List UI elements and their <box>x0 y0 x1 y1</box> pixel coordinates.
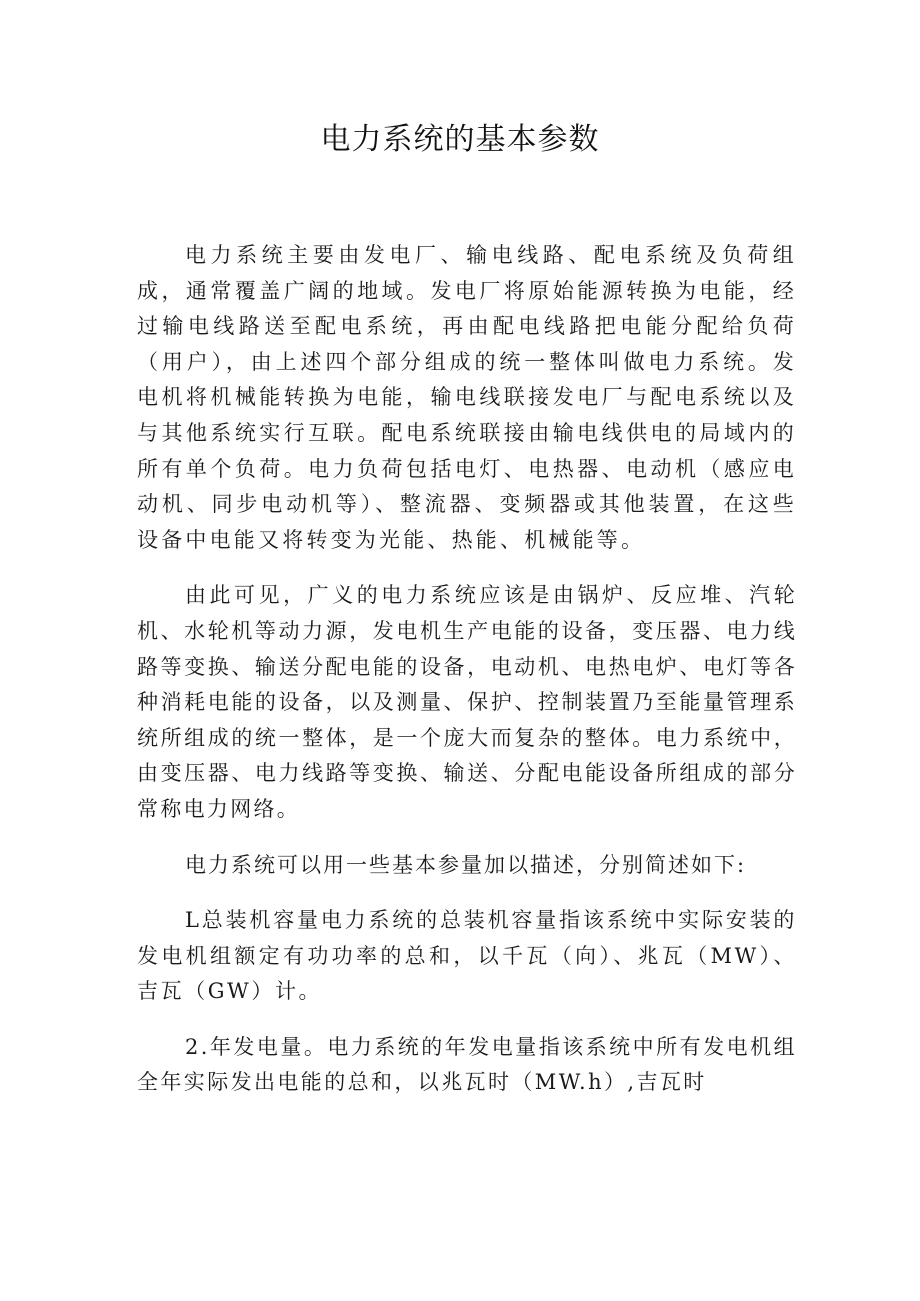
paragraph-total-installed-capacity: L总装机容量电力系统的总装机容量指该系统中实际安装的发电机组额定有功功率的总和，以千瓦（向）、兆瓦（MW）、吉瓦（GW）计。 <box>137 908 797 1004</box>
paragraph-annual-generation: 2.年发电量。电力系统的年发电量指该系统中所有发电机组全年实际发出电能的总和，以兆瓦时（MW.h）,吉瓦时 <box>137 1034 797 1095</box>
paragraph-power-system-composition: 电力系统主要由发电厂、输电线路、配电系统及负荷组成，通常覆盖广阔的地域。发电厂将原始能源转换为电能，经过输电线路送至配电系统，再由配电线路把电能分配给负荷（用户），由上述四个部分组成的统一整体叫做电力系统。发电机将机械能转换为电能，输电线联接发电厂与配电系统以及与其他系统实行互联。配电系统联接由输电线供电的局域内的所有单个负荷。电力负荷包括电灯、电热器、电动机（感应电动机、同步电动机等）、整流器、变频器或其他装置，在这些设备中电能又将转变为光能、热能、机械能等。 <box>137 243 797 552</box>
document-body <box>137 238 797 1121</box>
paragraph-basic-parameters-intro: 电力系统可以用一些基本参量加以描述，分别简述如下: <box>185 852 747 877</box>
paragraph-broad-definition: 由此可见，广义的电力系统应该是由锅炉、反应堆、汽轮机、水轮机等动力源，发电机生产电能的设备，变压器、电力线路等变换、输送分配电能的设备，电动机、电热电炉、电灯等各种消耗电能的设备，以及测量、保护、控制装置乃至能量管理系统所组成的统一整体，是一个庞大而复杂的整体。电力系统中，由变压器、电力线路等变换、输送、分配电能设备所组成的部分常称电力网络。 <box>137 583 797 821</box>
document-title: 电力系统的基本参数 <box>320 122 600 157</box>
